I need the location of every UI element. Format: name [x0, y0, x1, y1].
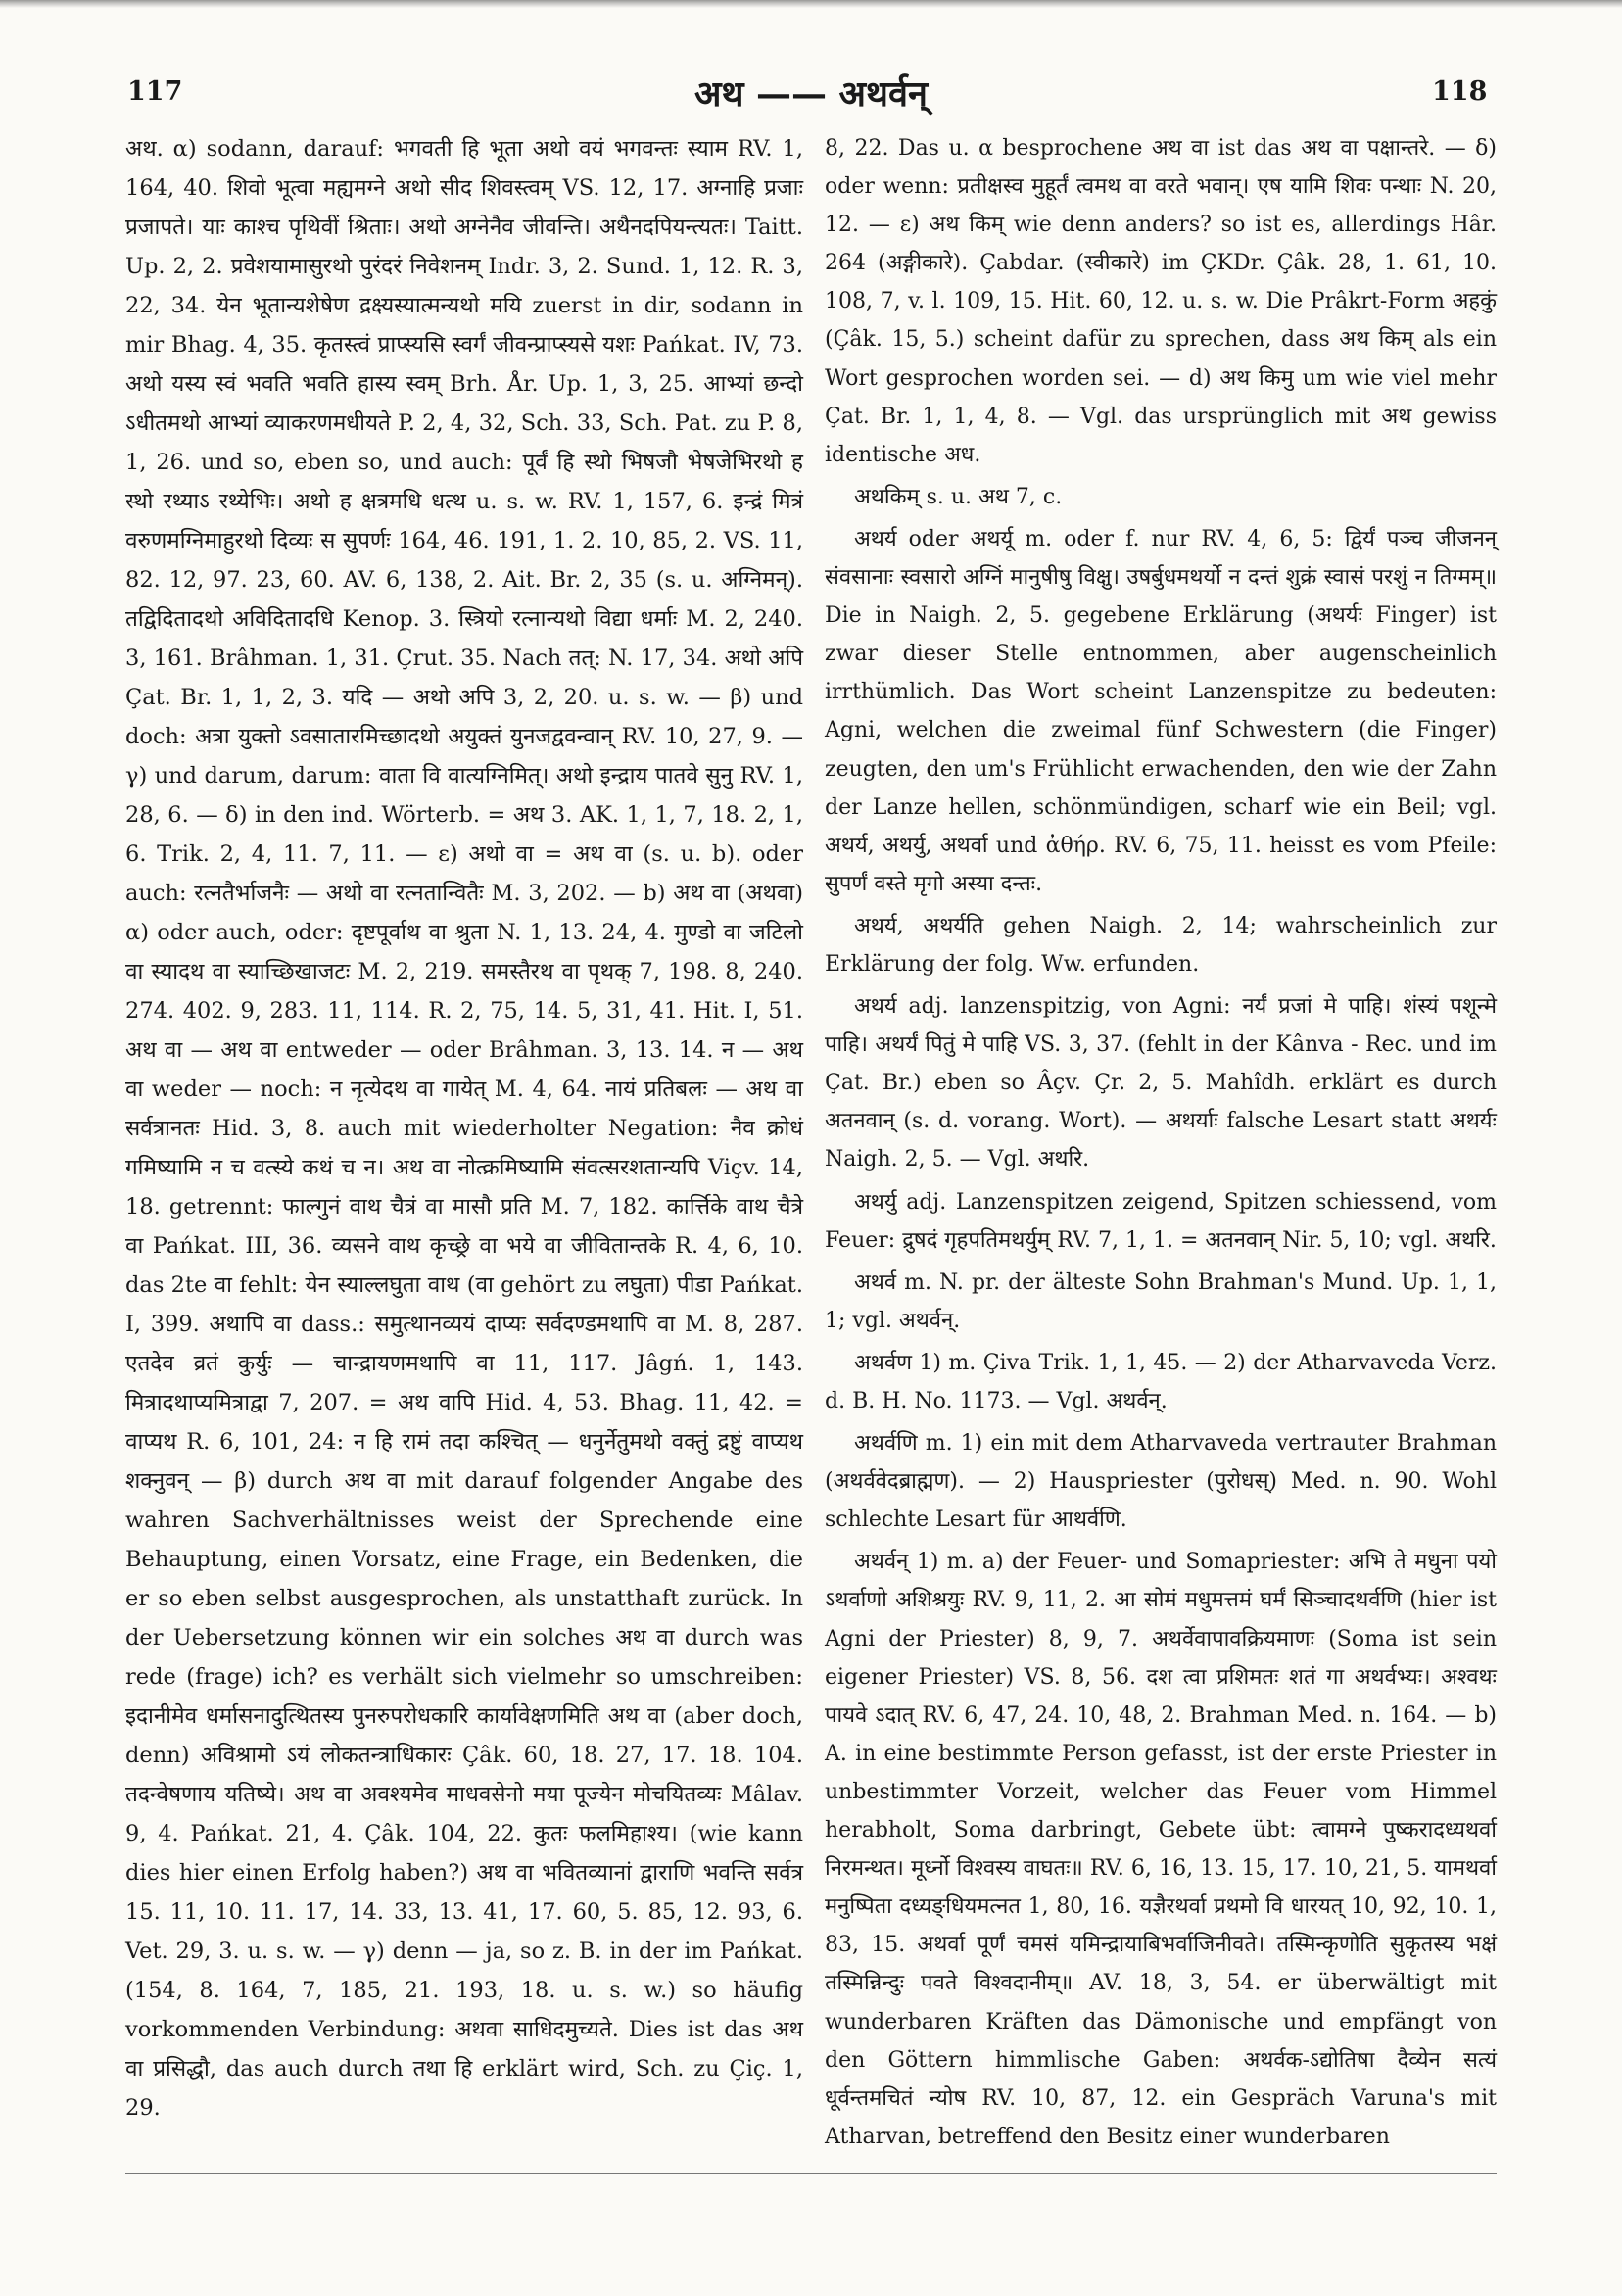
running-headword: अथ —— अथर्वन्: [693, 73, 929, 115]
entry-paragraph: अथर्य oder अथर्यू m. oder f. nur RV. 4, 6, 5: द्विर्यं पञ्च जीजनन् संवसानाः स्वसारो अग्निं मानुषीषु विक्षु। उषर्बुधमथर्यो न दन्तं शुक्रं स्वासं परशुं न तिग्मम्॥ Die in Naigh. 2, 5. gegebene Erklärung (अथर्यः Finger) ist zwar dieser Stelle entnommen, aber augenscheinlich irrthümlich. Das Wort scheint Lanzenspitze zu bedeuten: Agni, welchen die zweimal fünf Schwestern (die Finger) zeugten, den um's Frühlicht erwachenden, den wie der Zahn der Lanze hellen, schönmündigen, scharf wie ein Beil; vgl. अथर्य, अथर्यु, अथर्वा und ἀθήρ. RV. 6, 75, 11. heisst es vom Pfeile: सुपर्णं वस्ते मृगो अस्या दन्तः.: [825, 526, 1497, 896]
page-number-right: 118: [1432, 76, 1488, 107]
entry-paragraph: अथर्य, अथर्यति gehen Naigh. 2, 14; wahrscheinlich zur Erklärung der folg. Ww. erfunden.: [825, 913, 1497, 977]
left-column: [125, 129, 803, 2131]
entry-paragraph: अथर्वन् 1) m. a) der Feuer- und Somapriester: अभि ते मधुना पयो ऽथर्वाणो अशिश्रयुः RV. 9, 11, 2. आ सोमं मधुमत्तमं घर्मं सिञ्चादथर्वणि (hier ist Agni der Priester) 8, 9, 7. अथर्वेवापावक्रियमाणः (Soma ist sein eigener Priester) VS. 8, 56. दश त्वा प्रशिमतः शतं गा अथर्वभ्यः। अश्वथः पायवे ऽदात् RV. 6, 47, 24. 10, 48, 2. Brahman Med. n. 164. — b) A. in eine bestimmte Person gefasst, ist der erste Priester in unbestimmter Vorzeit, welcher das Feuer vom Himmel herabholt, Soma darbringt, Gebete übt: त्वामग्ने पुष्करादध्यथर्वा निरमन्थत। मूर्ध्नो विश्वस्य वाघतः॥ RV. 6, 16, 13. 15, 17. 10, 21, 5. यामथर्वा मनुष्पिता दध्यङ्धियमत्नत 1, 80, 16. यज्ञैरथर्वा प्रथमो वि धारयत् 10, 92, 10. 1, 83, 15. अथर्वा पूर्णं चमसं यमिन्द्रायाबिभर्वाजिनीवते। तस्मिन्कृणोति सुकृतस्य भक्षं तस्मिन्निन्दुः पवते विश्वदानीम्॥ AV. 18, 3, 54. er überwältigt mit wunderbaren Kräften das Dämonische und empfängt von den Göttern himmlische Gaben: अथर्वक-ऽद्योतिषा दैव्येन सत्यं धूर्वन्तमचितं न्योष RV. 10, 87, 12. ein Gespräch Varuna's mit Atharvan, betreffend den Besitz einer wunderbaren: [825, 1550, 1497, 2149]
entry-paragraph: अथर्य adj. lanzenspitzig, von Agni: नर्यं प्रजां मे पाहि। शंस्यं पशून्मे पाहि। अथर्यं पितुं मे पाहि VS. 3, 37. (fehlt in der Kânva - Rec. und im Çat. Br.) eben so Âçv. Çr. 2, 5. Mahîdh. erklärt es durch अतनवान् (s. d. vorang. Wort). — अथर्याः falsche Lesart statt अथर्यः Naigh. 2, 5. — Vgl. अथरि.: [825, 994, 1497, 1172]
entry-paragraph: अथ. α) sodann, darauf: भगवती हि भूता अथो वयं भगवन्तः स्याम RV. 1, 164, 40. शिवो भूत्वा मह्यमग्ने अथो सीद शिवस्त्वम् VS. 12, 17. अग्नाहि प्रजाः प्रजापते। याः काश्च पृथिवीं श्रिताः। अथो अग्नेनैव जीवन्ति। अथैनदपियन्त्यतः। Taitt. Up. 2, 2. प्रवेशयामासुरथो पुरंदरं निवेशनम् Indr. 3, 2. Sund. 1, 12. R. 3, 22, 34. येन भूतान्यशेषेण द्रक्ष्यस्यात्मन्यथो मयि zuerst in dir, sodann in mir Bhag. 4, 35. कृतस्त्वं प्राप्स्यसि स्वर्गं जीवन्प्राप्स्यसे यशः Pańkat. IV, 73. अथो यस्य स्वं भवति भवति हास्य स्वम् Brh. År. Up. 1, 3, 25. आभ्यां छन्दो ऽधीतमथो आभ्यां व्याकरणमधीयते P. 2, 4, 32, Sch. 33, Sch. Pat. zu P. 8, 1, 26. und so, eben so, und auch: पूर्वं हि स्थो भिषजौ भेषजेभिरथो ह स्थो रथ्याऽ रथ्येभिः। अथो ह क्षत्रमधि धत्थ u. s. w. RV. 1, 157, 6. इन्द्रं मित्रं वरुणमग्निमाहुरथो दिव्यः स सुपर्णः 164, 46. 191, 1. 2. 10, 85, 2. VS. 11, 82. 12, 97. 23, 60. AV. 6, 138, 2. Ait. Br. 2, 35 (s. u. अग्निमन्). तद्विदितादथो अविदितादधि Kenop. 3. स्त्रियो रत्नान्यथो विद्या धर्माः M. 2, 240. 3, 161. Brâhman. 1, 31. Çrut. 35. Nach तत्: N. 17, 34. अथो अपि Çat. Br. 1, 1, 2, 3. यदि — अथो अपि 3, 2, 20. u. s. w. — β) und doch: अत्रा युक्तो ऽवसातारमिच्छादथो अयुक्तं युनजद्ववन्वान् RV. 10, 27, 9. — γ) und darum, darum: वाता वि वात्यग्निमित्। अथो इन्द्राय पातवे सुनु RV. 1, 28, 6. — δ) in den ind. Wörterb. = अथ 3. AK. 1, 1, 7, 18. 2, 1, 6. Trik. 2, 4, 11. 7, 11. — ε) अथो वा = अथ वा (s. u. b). oder auch: रत्नतैर्भाजनैः — अथो वा रत्नतान्वितैः M. 3, 202. — b) अथ वा (अथवा) α) oder auch, oder: दृष्टपूर्वाथ वा श्रुता N. 1, 13. 24, 4. मुण्डो वा जटिलो वा स्यादथ वा स्याच्छिखाजटः M. 2, 219. समस्तैरथ वा पृथक् 7, 198. 8, 240. 274. 402. 9, 283. 11, 114. R. 2, 75, 14. 5, 31, 41. Hit. I, 51. अथ वा — अथ वा entweder — oder Brâhman. 3, 13. 14. न — अथ वा weder — noch: न नृत्येदथ वा गायेत् M. 4, 64. नायं प्रतिबलः — अथ वा सर्वत्रानतः Hid. 3, 8. auch mit wiederholter Negation: नैव क्रोधं गमिष्यामि न च वत्स्ये कथं च न। अथ वा नोत्क्रमिष्यामि संवत्सरशतान्यपि Viçv. 14, 18. getrennt: फाल्गुनं वाथ चैत्रं वा मासौ प्रति M. 7, 182. कार्त्तिके वाथ चैत्रे वा Pańkat. III, 36. व्यसने वाथ कृच्छ्रे वा भये वा जीवितान्तके R. 4, 6, 10. das 2te वा fehlt: येन स्याल्लघुता वाथ (वा gehört zu लघुता) पीडा Pańkat. I, 399. अथापि वा dass.: समुत्थानव्ययं दाप्यः सर्वदण्डमथापि वा M. 8, 287. एतदेव व्रतं कुर्युः — चान्द्रायणमथापि वा 11, 117. Jâgń. 1, 143. मित्रादथाप्यमित्राद्वा 7, 207. = अथ वापि Hid. 4, 53. Bhag. 11, 42. = वाप्यथ R. 6, 101, 24: न हि रामं तदा कश्चित् — धनुर्नेतुमथो वक्तुं द्रष्टुं वाप्यथ शक्नुवन् — β) durch अथ वा mit darauf folgender Angabe des wahren Sachverhältnisses weist der Sprechende eine Behauptung, einen Vorsatz, eine Frage, ein Bedenken, die er so eben selbst ausgesprochen, als unstatthaft zurück. In der Uebersetzung können wir ein solches अथ वा durch was rede (frage) ich? es verhält sich vielmehr so umschreiben: इदानीमेव धर्मासनादुत्थितस्य पुनरुपरोधकारि कार्यावेक्षणमिति अथ वा (aber doch, denn) अविश्रामो ऽयं लोकतन्त्राधिकारः Çâk. 60, 18. 27, 17. 18. 104. तदन्वेषणाय यतिष्ये। अथ वा अवश्यमेव माधवसेनो मया पूज्येन मोचयितव्यः Mâlav. 9, 4. Pańkat. 21, 4. Çâk. 104, 22. कुतः फलमिहाश्य। (wie kann dies hier einen Erfolg haben?) अथ वा भवितव्यानां द्वाराणि भवन्ति सर्वत्र 15. 11, 10. 11. 17, 14. 33, 13. 41, 17. 60, 5. 85, 12. 93, 6. Vet. 29, 3. u. s. w. — γ) denn — ja, so z. B. in der im Pańkat. (154, 8. 164, 7, 185, 21. 193, 18. u. s. w.) so häufig vorkommenden Verbindung: अथवा साधिदमुच्यते. Dies ist das अथ वा प्रसिद्धौ, das auch durch तथा हि erklärt wird, Sch. zu Çiç. 1, 29.: [125, 136, 803, 2121]
entry-paragraph: अथर्यु adj. Lanzenspitzen zeigend, Spitzen schiessend, vom Feuer: द्रुषदं गृहपतिमथर्युम् RV. 7, 1, 1. = अतनवान् Nir. 5, 10; vgl. अथरि.: [825, 1189, 1497, 1253]
entry-paragraph: अथर्व m. N. pr. der älteste Sohn Brahman's Mund. Up. 1, 1, 1; vgl. अथर्वन्.: [825, 1269, 1497, 1333]
page-number-left: 117: [127, 76, 183, 107]
footer-rule: [125, 2173, 1497, 2174]
entry-paragraph: अथर्वणि m. 1) ein mit dem Atharvaveda vertrauter Brahman (अथर्ववेदब्राह्मण). — 2) Hauspriester (पुरोधस्) Med. n. 90. Wohl schlechte Lesart für आथर्वणि.: [825, 1431, 1497, 1533]
right-column: [825, 129, 1497, 2160]
entry-paragraph: अथकिम् s. u. अथ 7, c.: [854, 484, 1063, 509]
scan-top-edge: [0, 0, 1622, 8]
entry-paragraph: अथर्वण 1) m. Çiva Trik. 1, 1, 45. — 2) der Atharvaveda Verz. d. B. H. No. 1173. — Vgl. अथर्वन्.: [825, 1350, 1497, 1413]
entry-paragraph: 8, 22. Das u. α besprochene अथ वा ist das अथ वा पक्षान्तरे. — δ) oder wenn: प्रतीक्षस्व मुहूर्तं त्वमथ वा वरते भवान्। एष यामि शिवः पन्थाः N. 20, 12. — ε) अथ किम् wie denn anders? so ist es, allerdings Hâr. 264 (अङ्गीकारे). Çabdar. (स्वीकारे) im ÇKDr. Çâk. 28, 1. 61, 10. 108, 7, v. l. 109, 15. Hit. 60, 12. u. s. w. Die Prâkrt-Form अहकुं (Çâk. 15, 5.) scheint dafür zu sprechen, dass अथ किम् als ein Wort gesprochen worden sei. — d) अथ किमु um wie viel mehr Çat. Br. 1, 1, 4, 8. — Vgl. das ursprünglich mit अथ gewiss identische अध.: [825, 136, 1497, 467]
